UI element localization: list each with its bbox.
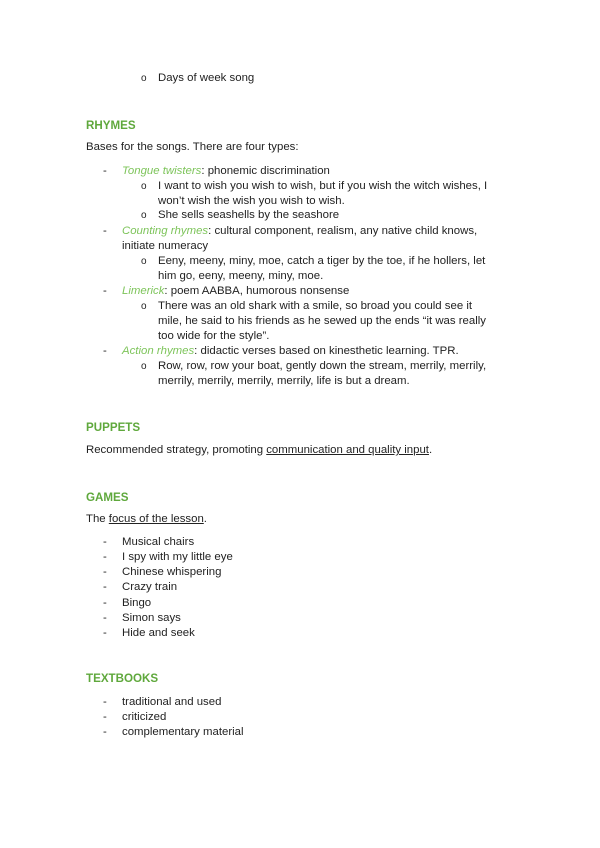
games-text bbox=[86, 512, 207, 527]
rhyme-example-line: She sells seashells by the seashore bbox=[158, 209, 340, 221]
rhyme-example-line: merrily, merrily, merrily, merrily, life is but a dream. bbox=[158, 375, 410, 387]
rhyme-example-line: There was an old shark with a smile, so broad you could see it bbox=[158, 300, 473, 312]
list-dash: - bbox=[103, 711, 107, 723]
rhyme-example-line: won’t wish the wish you wish to wish. bbox=[158, 195, 345, 207]
puppets-text-before: Recommended strategy, promoting bbox=[86, 444, 267, 456]
rhyme-type-name: Limerick bbox=[122, 285, 165, 297]
rhyme-type bbox=[122, 164, 330, 179]
list-dash: - bbox=[103, 597, 107, 609]
rhyme-type-name: Tongue twisters bbox=[122, 165, 202, 177]
list-dash: - bbox=[103, 536, 107, 548]
rhyme-type bbox=[122, 344, 459, 359]
puppets-text-after: . bbox=[428, 444, 433, 456]
list-dash: - bbox=[103, 225, 107, 237]
games-text-underlined: focus of the lesson bbox=[108, 513, 204, 525]
rhyme-type-desc: : didactic verses based on kinesthetic learning. TPR. bbox=[194, 345, 459, 357]
bullet-marker: o bbox=[141, 210, 147, 221]
textbooks-heading: TEXTBOOKS bbox=[86, 672, 159, 685]
rhyme-type bbox=[122, 284, 349, 299]
list-dash: - bbox=[103, 566, 107, 578]
games-text-after: . bbox=[203, 513, 207, 525]
bullet-marker: o bbox=[141, 181, 147, 192]
rhyme-example-line: too wide for the style”. bbox=[158, 330, 270, 342]
list-dash: - bbox=[103, 581, 107, 593]
game-item: Chinese whispering bbox=[122, 566, 222, 578]
textbook-item: traditional and used bbox=[122, 696, 222, 708]
list-dash: - bbox=[103, 726, 107, 738]
rhyme-type-desc: initiate numeracy bbox=[122, 240, 209, 252]
list-dash: - bbox=[103, 612, 107, 624]
list-dash: - bbox=[103, 627, 107, 639]
game-item: Simon says bbox=[122, 612, 181, 624]
list-dash: - bbox=[103, 285, 107, 297]
game-item: I spy with my little eye bbox=[122, 551, 233, 563]
bullet-marker: o bbox=[141, 73, 147, 84]
rhymes-intro: Bases for the songs. There are four types: bbox=[86, 141, 299, 153]
rhyme-type-name: Counting rhymes bbox=[122, 225, 209, 237]
bullet-marker: o bbox=[141, 256, 147, 267]
games-text-before: The bbox=[86, 513, 109, 525]
rhymes-heading: RHYMES bbox=[86, 119, 136, 132]
textbook-item: complementary material bbox=[122, 726, 244, 738]
intro-item: Days of week song bbox=[158, 72, 255, 84]
list-dash: - bbox=[103, 165, 107, 177]
rhyme-example-line: Eeny, meeny, miny, moe, catch a tiger by the toe, if he hollers, let bbox=[158, 255, 486, 267]
bullet-marker: o bbox=[141, 301, 147, 312]
rhyme-example-line: mile, he said to his friends as he sewed up the ends “it was really bbox=[158, 315, 486, 327]
game-item: Crazy train bbox=[122, 581, 178, 593]
rhyme-example-line: I want to wish you wish to wish, but if you wish the witch wishes, I bbox=[158, 180, 488, 192]
rhyme-type-desc: : poem AABBA, humorous nonsense bbox=[164, 285, 350, 297]
list-dash: - bbox=[103, 345, 107, 357]
rhyme-type bbox=[122, 224, 477, 239]
rhyme-example-line: Row, row, row your boat, gently down the stream, merrily, merrily, bbox=[158, 360, 487, 372]
rhyme-type-name: Action rhymes bbox=[122, 345, 195, 357]
games-heading: GAMES bbox=[86, 491, 129, 504]
rhyme-example-line: him go, eeny, meeny, miny, moe. bbox=[158, 270, 324, 282]
puppets-text bbox=[86, 443, 432, 458]
game-item: Hide and seek bbox=[122, 627, 195, 639]
rhyme-type-desc: : phonemic discrimination bbox=[201, 165, 330, 177]
game-item: Bingo bbox=[122, 597, 152, 609]
bullet-marker: o bbox=[141, 361, 147, 372]
puppets-text-underlined: communication and quality input bbox=[266, 444, 429, 456]
list-dash: - bbox=[103, 696, 107, 708]
list-dash: - bbox=[103, 551, 107, 563]
rhyme-type-desc: : cultural component, realism, any native child knows, bbox=[208, 225, 478, 237]
textbook-item: criticized bbox=[122, 711, 167, 723]
puppets-heading: PUPPETS bbox=[86, 421, 141, 434]
game-item: Musical chairs bbox=[122, 536, 195, 548]
